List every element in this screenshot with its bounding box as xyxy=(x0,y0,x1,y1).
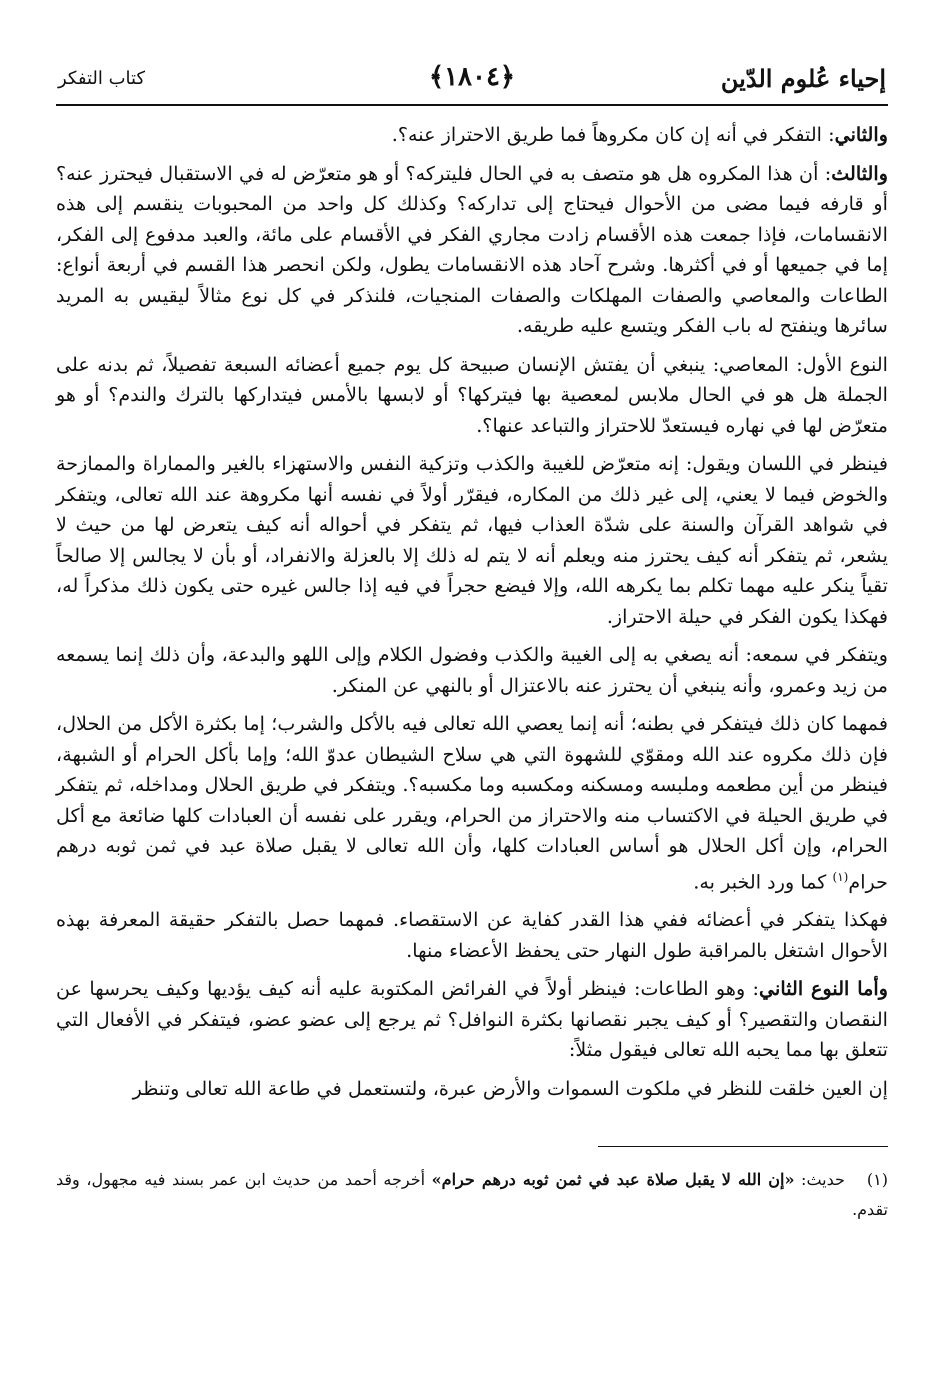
footnote xyxy=(56,1165,888,1225)
footnote-text: أخرجه أحمد من حديث ابن عمر بسند فيه مجهول، وقد تقدم. xyxy=(56,1170,888,1220)
paragraph xyxy=(56,350,888,442)
paragraph-lead: والثالث xyxy=(831,161,888,185)
paragraph-tail: كما ورد الخبر به. xyxy=(693,869,833,893)
footnote-prefix: حديث: xyxy=(794,1170,845,1190)
paragraph-text: إن العين خلقت للنظر في ملكوت السموات والأرض عبرة، ولتستعمل في طاعة الله تعالى وتنظر xyxy=(132,1076,888,1100)
paragraph xyxy=(56,449,888,632)
page-header xyxy=(56,56,888,106)
paragraph-text: فهكذا يتفكر في أعضائه ففي هذا القدر كفاية عن الاستقصاء. فمهما حصل بالتفكر حقيقة المعرفة بهذه الأحوال اشتغل بالمراقبة طول النهار حتى يحفظ الأعضاء منها. xyxy=(56,908,888,962)
footnote-ref[interactable]: (١) xyxy=(832,869,849,884)
paragraph-lead: والثاني xyxy=(834,123,888,146)
paragraph xyxy=(56,159,888,342)
paragraph-text: فمهما كان ذلك فيتفكر في بطنه؛ أنه إنما يعصي الله تعالى فيه بالأكل والشرب؛ إما بكثرة الأكل من الحلال، فإن ذلك مكروه عند الله ومقوّي للشهوة التي هي سلاح الشيطان عدوّ الله؛ وإما بأكل الحرام أو الشبهة، فينظر من أين مطعمه وملبسه ومسكنه ومكسبه وما مكسبه؟. ويتفكر في طريق الحلال ومداخله، ثم يتفكر في طريق الحيلة في الاكتساب منه والاحتراز من الحرام، ويقرر على نفسه أن العبادات كلها ضائعة مع أكل الحرام، وإن أكل الحلال هو أساس العبادات كلها، وأن الله تعالى لا يقبل صلاة عبد في ثمن ثوبه درهم حرام xyxy=(56,712,888,893)
paragraph xyxy=(56,905,888,966)
chapter-title: كتاب التفكر xyxy=(58,68,146,89)
paragraph-text: ويتفكر في سمعه: أنه يصغي به إلى الغيبة والكذب وفضول الكلام وإلى اللهو والبدعة، وأن ذلك إنما يسمعه من زيد وعمرو، وأنه ينبغي أن يحترز عنه بالاعتزال أو بالنهي عن المنكر. xyxy=(56,643,888,697)
page-number: ﴿١٨٠٤﴾ xyxy=(428,62,516,92)
paragraph xyxy=(56,974,888,1066)
book-title: إحياء عُلوم الدّين xyxy=(720,64,886,93)
paragraph-text: : أن هذا المكروه هل هو متصف به في الحال فليتركه؟ أو هو متعرّض له في الاستقبال فيحترز عنه؟ أو قارفه فيما مضى من الأحوال فيحتاج إلى تداركه؟ وكذلك كل واحد من المحبوبات ينقسم إلى هذه الانقسامات، فإذا جمعت هذه الأقسام زادت مجاري الفكر في الأقسام على مائة، والعبد مدفوع إلى الفكر، إما في جميعها أو في أكثرها. وشرح آحاد هذه الانقسامات يطول، ولكن انحصر هذا القسم في أربعة أنواع: الطاعات والمعاصي والصفات المهلكات والصفات المنجيات، فلنذكر في كل نوع مثالاً ليقيس به المريد سائرها وينفتح له باب الفكر ويتسع عليه طريقه. xyxy=(56,161,888,337)
paragraph-text: فينظر في اللسان ويقول: إنه متعرّض للغيبة والكذب وتزكية النفس والاستهزاء بالغير والمماراة والممازحة والخوض فيما لا يعني، إلى غير ذلك من المكاره، فيقرّر أولاً في نفسه أنها مكروهة عند الله تعالى، ويتفكر في شواهد القرآن والسنة على شدّة العذاب فيها، ثم يتفكر في أحواله أنه كيف يتعرض لها من حيث لا يشعر، ثم يتفكر أنه كيف يحترز منه ويعلم أنه لا يتم له ذلك إلا بالعزلة والانفراد، أو بأن لا يجالس إلا صالحاً تقياً ينكر عليه مهما تكلم بما يكرهه الله، وإلا فيضع حجراً في فيه إذا جالس غيره حتى يكون ذلك مذكراً له، فهكذا يكون الفكر في حيلة الاحتراز. xyxy=(56,452,888,628)
footnote-divider xyxy=(598,1146,888,1147)
paragraph xyxy=(56,1074,888,1105)
paragraph xyxy=(56,640,888,701)
paragraph-lead: وأما النوع الثاني xyxy=(759,977,889,1001)
footnote-quote: «إن الله لا يقبل صلاة عبد في ثمن ثوبه درهم حرام» xyxy=(431,1170,795,1190)
paragraph-text: النوع الأول: المعاصي: ينبغي أن يفتش الإنسان صبيحة كل يوم جميع أعضائه السبعة تفصيلاً، ثم بدنه على الجملة هل هو في الحال ملابس لمعصية بها فيتركها؟ أو لابسها بالأمس فيتداركها بالترك والندم؟ أو هو متعرّض لها في نهاره فيستعدّ للاحتراز والتباعد عنها؟. xyxy=(56,352,888,437)
paragraph-text: : وهو الطاعات: فينظر أولاً في الفرائض المكتوبة عليه أنه كيف يؤديها وكيف يحرسها عن النقصان والتقصير؟ أو كيف يجبر نقصانها بكثرة النوافل؟ ثم يرجع إلى عضو عضو، فيتفكر في الأفعال التي تتعلق بها مما يحبه الله تعالى فيقول مثلاً: xyxy=(56,977,888,1062)
main-text xyxy=(56,120,888,1104)
paragraph xyxy=(56,709,888,897)
paragraph-text: : التفكر في أنه إن كان مكروهاً فما طريق الاحتراز عنه؟. xyxy=(391,123,835,146)
footnote-number: (١) xyxy=(866,1170,888,1190)
paragraph xyxy=(56,120,888,151)
